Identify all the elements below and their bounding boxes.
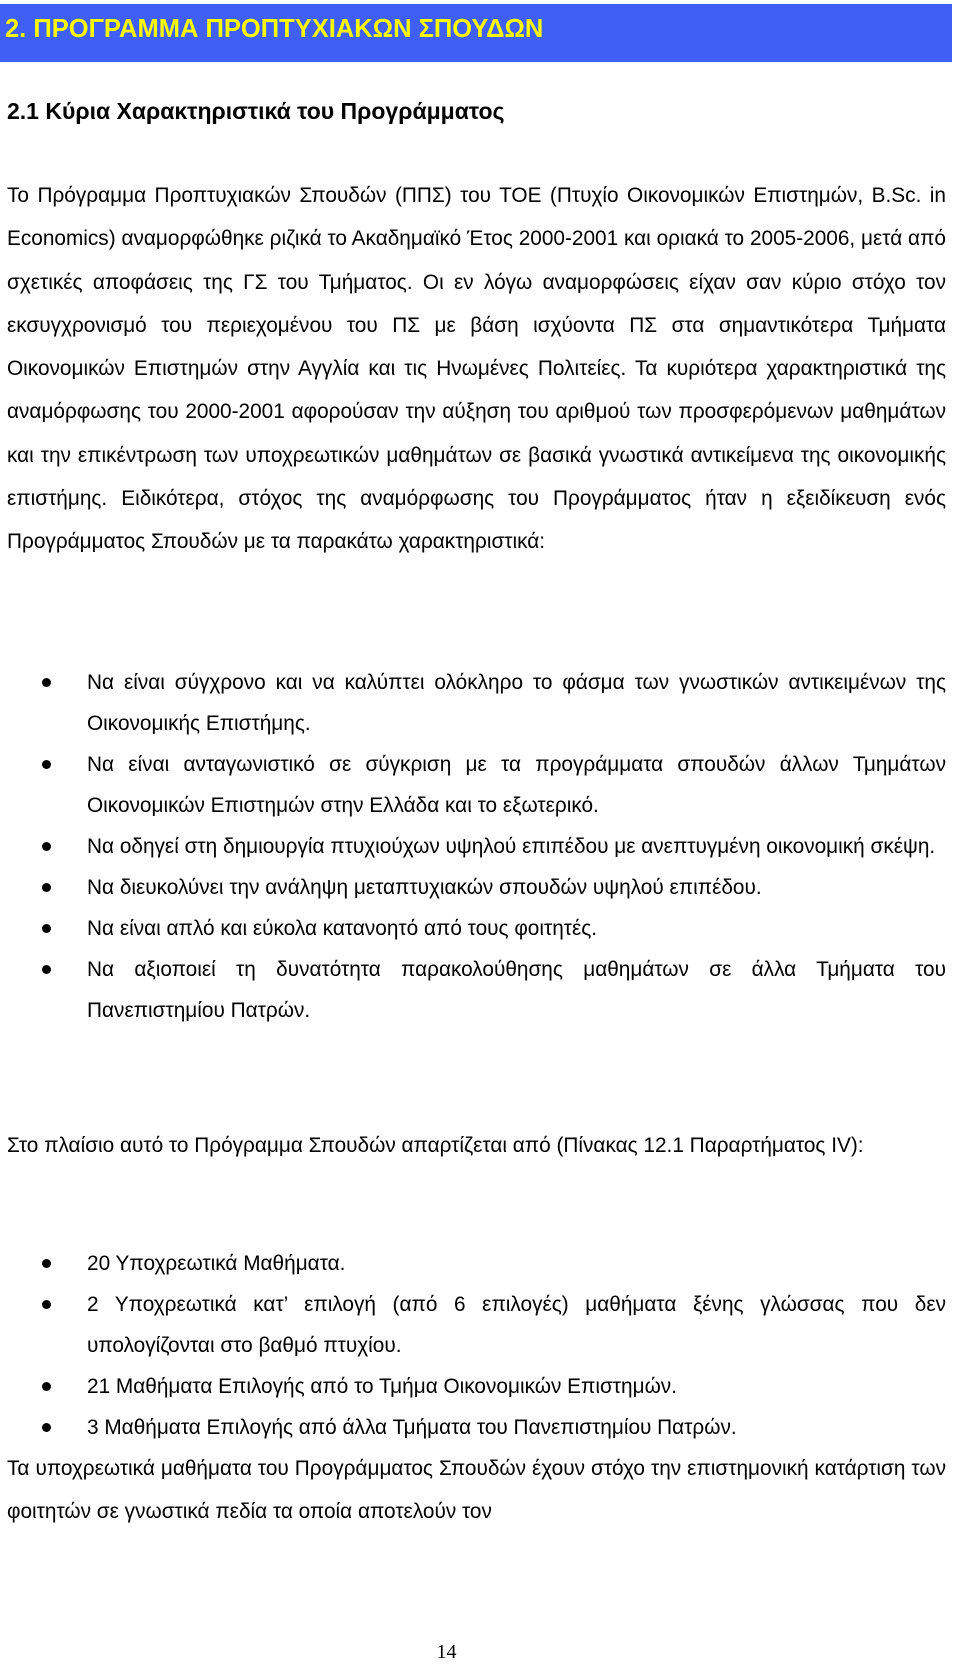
program-goals-list bbox=[0, 662, 946, 1031]
list-item-text: Να οδηγεί στη δημιουργία πτυχιούχων υψηλού επιπέδου με ανεπτυγμένη οικονομική σκέψη. bbox=[87, 835, 936, 858]
page-number: 14 bbox=[436, 1641, 457, 1663]
list-item-text: 2 Υποχρεωτικά κατ’ επιλογή (από 6 επιλογές) μαθήματα ξένης γλώσσας που δεν υπολογίζονται στο βαθμό πτυχίου. bbox=[87, 1293, 946, 1357]
list-item bbox=[0, 908, 946, 949]
bullet-icon bbox=[42, 1259, 51, 1268]
section-title: 2. ΠΡΟΓΡΑΜΜΑ ΠΡΟΠΤΥΧΙΑΚΩΝ ΣΠΟΥΔΩΝ bbox=[5, 15, 544, 43]
list-item bbox=[0, 826, 946, 867]
list-item-text: 20 Υποχρεωτικά Μαθήματα. bbox=[87, 1252, 346, 1275]
list-item bbox=[0, 949, 946, 1031]
list-item-text: 21 Μαθήματα Επιλογής από το Τμήμα Οικονομικών Επιστημών. bbox=[87, 1375, 677, 1398]
list-item bbox=[0, 1366, 946, 1407]
bullet-icon bbox=[42, 883, 51, 892]
list-item bbox=[0, 1284, 946, 1366]
list-item bbox=[0, 1407, 946, 1448]
list-item-text: Να είναι απλό και εύκολα κατανοητό από τους φοιτητές. bbox=[87, 917, 598, 940]
bullet-icon bbox=[42, 678, 51, 687]
course-structure-list bbox=[0, 1243, 946, 1448]
bullet-icon bbox=[42, 965, 51, 974]
list-item bbox=[0, 744, 946, 826]
intro-paragraph: Το Πρόγραμμα Προπτυχιακών Σπουδών (ΠΠΣ) του ΤΟΕ (Πτυχίο Οικονομικών Επιστημών, B.Sc. in Economics) αναμορφώθηκε ριζικά το Ακαδημαϊκό Έτος 2000-2001 και οριακά το 2005-2006, μετά από σχετικές αποφάσεις της ΓΣ του Τμήματος. Οι εν λόγω αναμορφώσεις είχαν σαν κύριο στόχο τον εκσυγχρονισμό του περιεχομένου του ΠΣ με βάση ισχύοντα ΠΣ στα σημαντικότερα Τμήματα Οικονομικών Επιστημών στην Αγγλία και τις Ηνωμένες Πολιτείες. Τα κυριότερα χαρακτηριστικά της αναμόρφωσης του 2000-2001 αφορούσαν την αύξηση του αριθμού των προσφερόμενων μαθημάτων και την επικέντρωση των υποχρεωτικών μαθημάτων σε βασικά γνωστικά αντικείμενα της οικονομικής επιστήμης. Ειδικότερα, στόχος της αναμόρφωσης του Προγράμματος ήταν η εξειδίκευση ενός Προγράμματος Σπουδών με τα παρακάτω χαρακτηριστικά: bbox=[7, 184, 946, 554]
bullet-icon bbox=[42, 1300, 51, 1309]
list-item-text: Να είναι ανταγωνιστικό σε σύγκριση με τα προγράμματα σπουδών άλλων Τμημάτων Οικονομικών Επιστημών στην Ελλάδα και το εξωτερικό. bbox=[87, 753, 946, 817]
list-item bbox=[0, 867, 946, 908]
program-structure-paragraph: Στο πλαίσιο αυτό το Πρόγραμμα Σπουδών απαρτίζεται από (Πίνακας 12.1 Παραρτήματος IV): bbox=[7, 1134, 864, 1157]
list-item-text: 3 Μαθήματα Επιλογής από άλλα Τμήματα του Πανεπιστημίου Πατρών. bbox=[87, 1416, 737, 1439]
list-item-text: Να είναι σύγχρονο και να καλύπτει ολόκληρο το φάσμα των γνωστικών αντικειμένων της Οικονομικής Επιστήμης. bbox=[87, 671, 946, 735]
list-item bbox=[0, 662, 946, 744]
section-heading bbox=[0, 4, 952, 62]
list-item bbox=[0, 1243, 946, 1284]
bullet-icon bbox=[42, 1423, 51, 1432]
subsection-title: 2.1 Κύρια Χαρακτηριστικά του Προγράμματος bbox=[7, 98, 505, 124]
bullet-icon bbox=[42, 924, 51, 933]
bullet-icon bbox=[42, 1382, 51, 1391]
list-item-text: Να αξιοποιεί τη δυνατότητα παρακολούθησης μαθημάτων σε άλλα Τμήματα του Πανεπιστημίου Πατρών. bbox=[87, 958, 946, 1022]
core-courses-paragraph: Τα υποχρεωτικά μαθήματα του Προγράμματος Σπουδών έχουν στόχο την επιστημονική κατάρτιση των φοιτητών σε γνωστικά πεδία τα οποία αποτελούν τον bbox=[7, 1457, 946, 1524]
bullet-icon bbox=[42, 760, 51, 769]
bullet-icon bbox=[42, 842, 51, 851]
list-item-text: Να διευκολύνει την ανάληψη μεταπτυχιακών σπουδών υψηλού επιπέδου. bbox=[87, 876, 762, 899]
